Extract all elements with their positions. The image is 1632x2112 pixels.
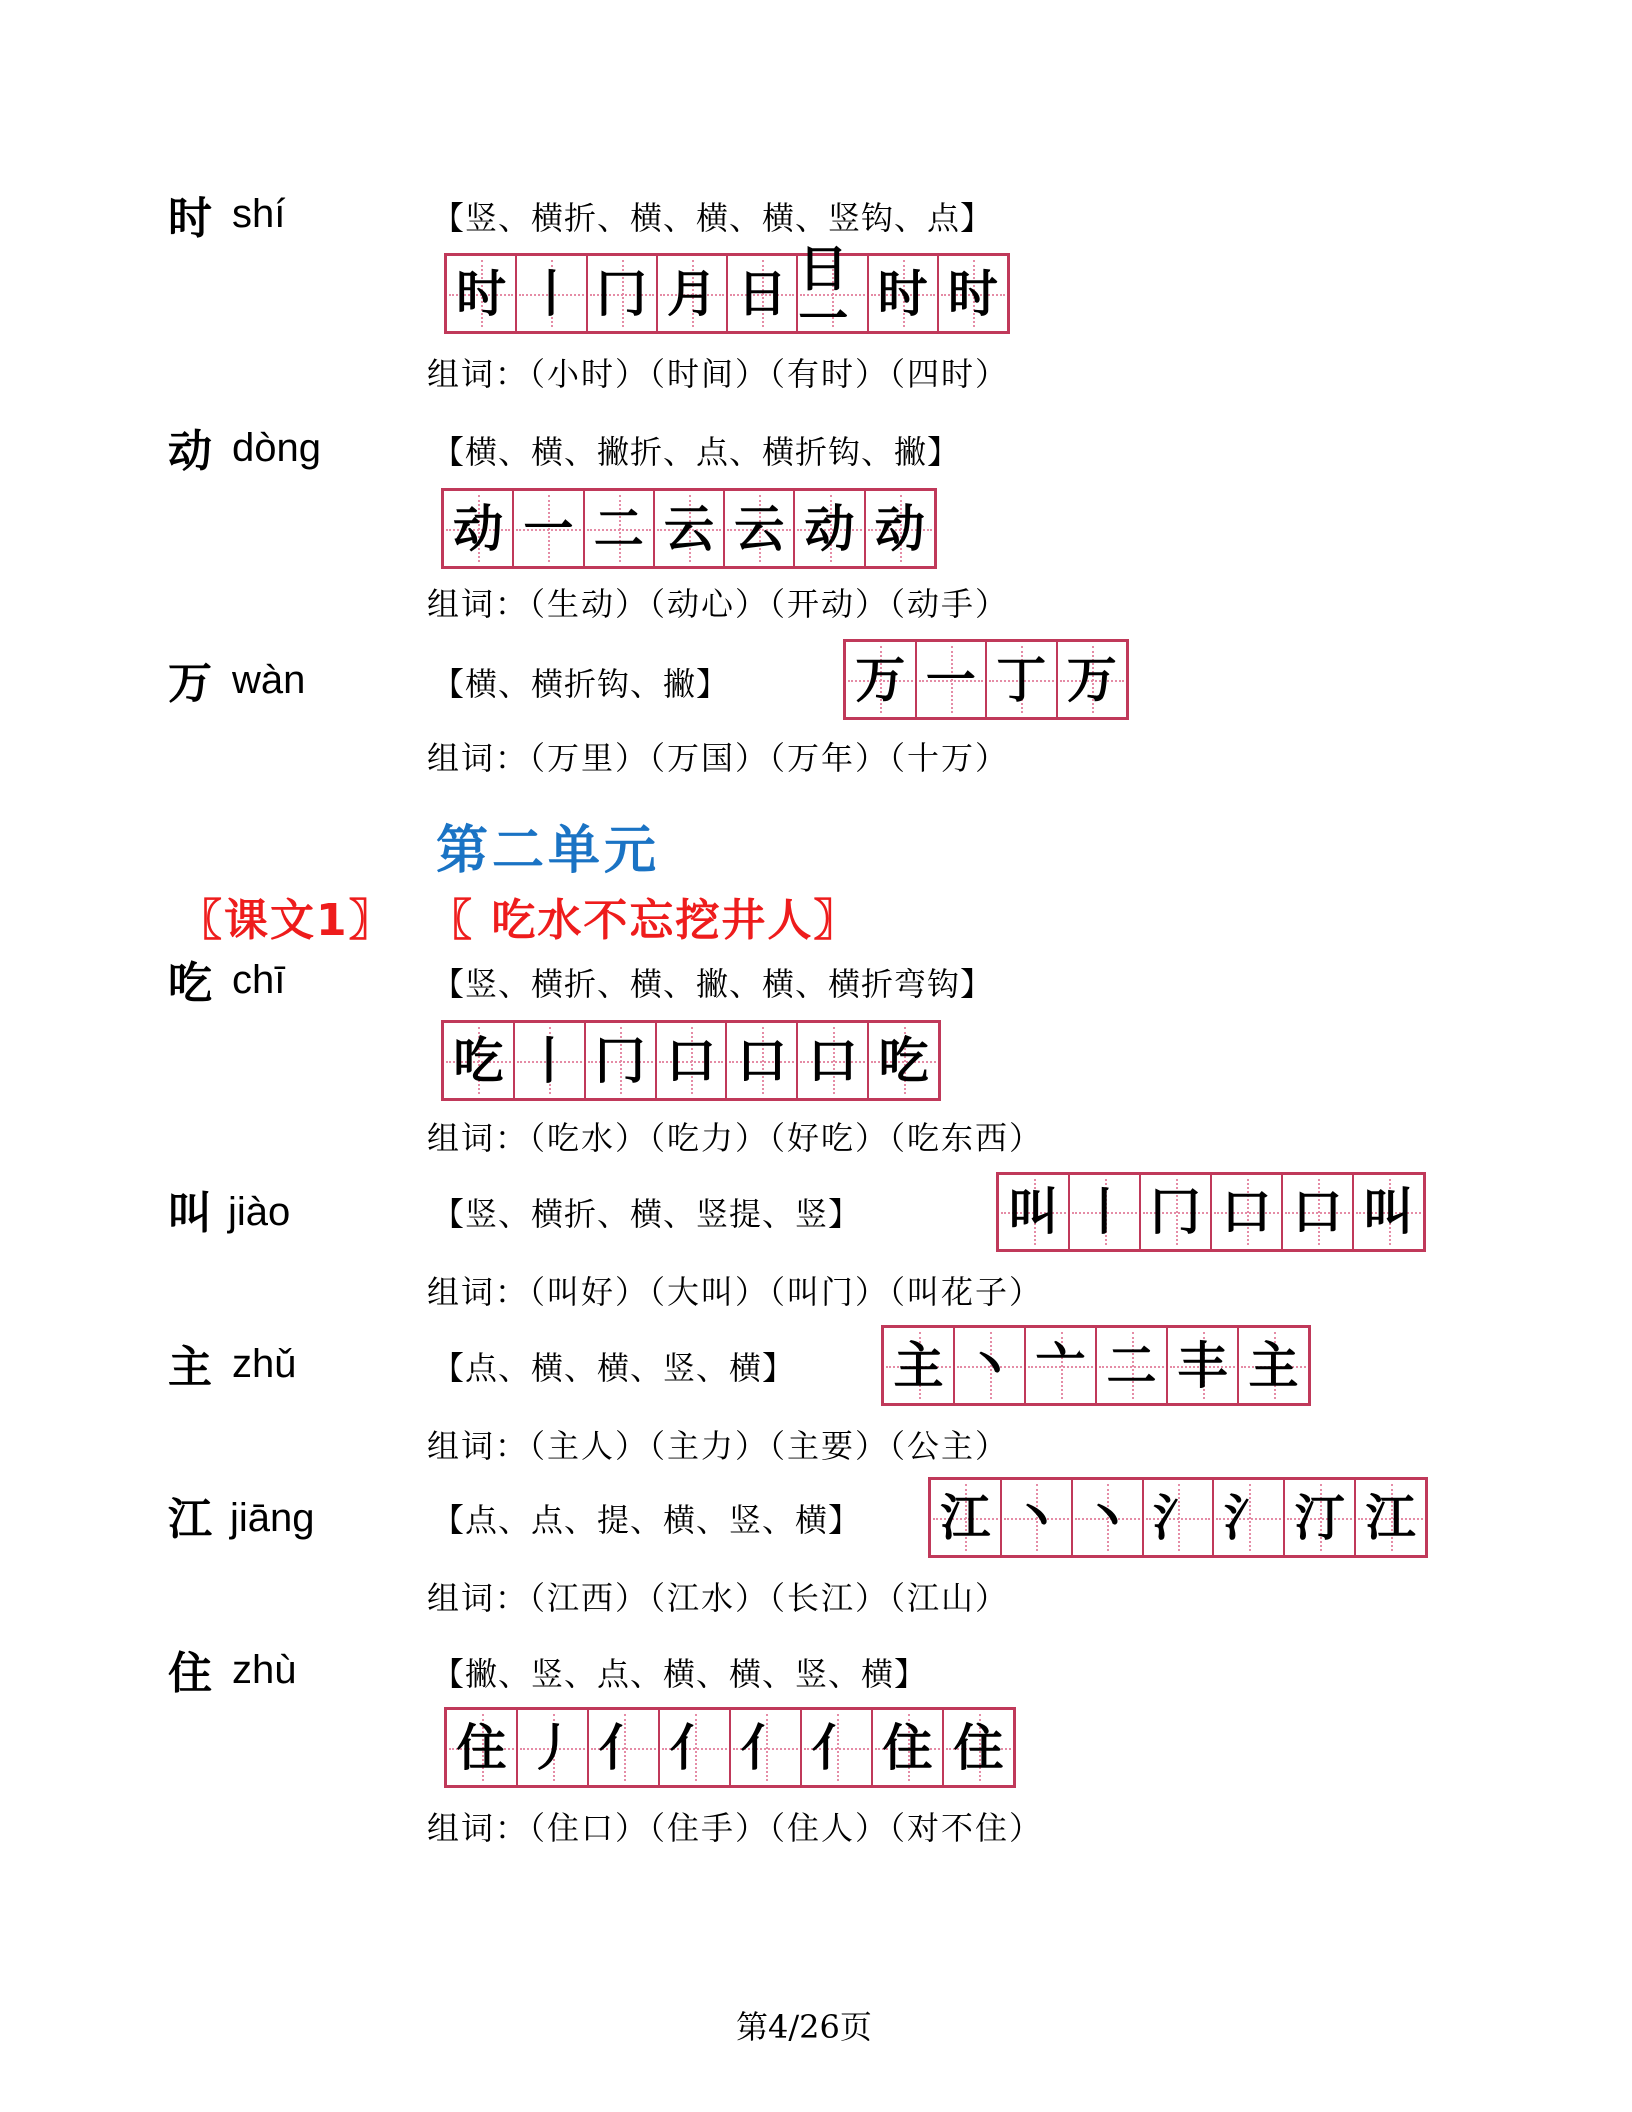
grid-cell: 氵 — [1142, 1480, 1213, 1555]
grid-cell: 主 — [884, 1328, 953, 1403]
grid-cell: 亻 — [587, 1710, 658, 1785]
pinyin-wan: wàn — [232, 658, 306, 702]
pinyin-jiao: jiào — [228, 1190, 291, 1234]
character-zhu-main: 主 — [168, 1342, 212, 1393]
grid-cell: 丶 — [953, 1328, 1024, 1403]
grid-cell: 万 — [846, 642, 915, 717]
grid-cell: 吃 — [444, 1023, 513, 1098]
grid-cell: 住 — [871, 1710, 942, 1785]
unit-title: 第二单元 — [436, 821, 661, 881]
grid-cell: 时 — [447, 256, 515, 331]
grid-cell: 江 — [931, 1480, 1000, 1555]
grid-cell: 亻 — [658, 1710, 729, 1785]
grid-cell: 冂 — [584, 1023, 655, 1098]
grid-cell: 冂 — [586, 256, 656, 331]
grid-cell: 亻 — [800, 1710, 871, 1785]
grid-cell: 日 — [726, 256, 796, 331]
word-list-dong: 组词：（生动）（动心）（开动）（动手） — [427, 585, 1010, 623]
grid-cell: 冂 — [1139, 1175, 1210, 1249]
grid-cell: 亠 — [1024, 1328, 1095, 1403]
word-list-jiang: 组词：（江西）（江水）（长江）（江山） — [427, 1579, 1010, 1617]
stroke-order-jiao: 【竖、横折、横、竖提、竖】 — [432, 1195, 862, 1233]
grid-cell: 丰 — [1166, 1328, 1237, 1403]
grid-cell: 口 — [655, 1023, 726, 1098]
grid-cell: 丁 — [985, 642, 1056, 717]
pinyin-shi: shí — [232, 192, 286, 236]
grid-cell: 吃 — [867, 1023, 938, 1098]
pinyin-dong: dòng — [232, 426, 321, 470]
stroke-order-jiang: 【点、点、提、横、竖、横】 — [432, 1501, 862, 1539]
grid-cell: 二 — [1095, 1328, 1166, 1403]
character-zhu-live: 住 — [168, 1648, 212, 1699]
grid-cell: 丨 — [1068, 1175, 1139, 1249]
writing-grid-zhu-live — [444, 1707, 1016, 1788]
pinyin-zhu-main: zhǔ — [232, 1342, 297, 1386]
grid-cell: 口 — [796, 1023, 867, 1098]
grid-cell: 口 — [725, 1023, 796, 1098]
grid-cell: 叫 — [1352, 1175, 1423, 1249]
writing-grid-shi — [444, 238, 1010, 348]
grid-cell: 亻 — [729, 1710, 800, 1785]
pinyin-jiang: jiāng — [230, 1496, 315, 1540]
writing-grid-wan — [843, 639, 1129, 720]
pinyin-zhu-live: zhù — [232, 1648, 297, 1692]
grid-cell: 口 — [1210, 1175, 1281, 1249]
grid-cell: 日一 — [796, 256, 866, 331]
character-jiang: 江 — [168, 1494, 212, 1545]
writing-grid-chi — [441, 1020, 941, 1101]
word-list-shi: 组词：（小时）（时间）（有时）（四时） — [427, 355, 1010, 393]
character-shi: 时 — [168, 193, 212, 244]
word-list-chi: 组词：（吃水）（吃力）（好吃）（吃东西） — [427, 1119, 1044, 1157]
grid-cell: 丶 — [1000, 1480, 1071, 1555]
writing-grid-zhu-main — [881, 1325, 1311, 1406]
grid-cell: 口 — [1281, 1175, 1352, 1249]
grid-cell: 动 — [793, 491, 863, 566]
word-list-zhu-main: 组词：（主人）（主力）（主要）（公主） — [427, 1427, 1010, 1465]
stroke-order-shi: 【竖、横折、横、横、横、竖钩、点】 — [432, 199, 994, 237]
lesson-tag: 〖课文1〗 — [178, 895, 395, 946]
stroke-order-zhu-main: 【点、横、横、竖、横】 — [432, 1349, 796, 1387]
page-number: 第4/26页 — [736, 2008, 872, 2046]
pinyin-chi: chī — [232, 958, 286, 1002]
grid-cell: 丶 — [1071, 1480, 1142, 1555]
stroke-order-chi: 【竖、横折、横、撇、横、横折弯钩】 — [432, 965, 994, 1003]
grid-cell: 二 — [583, 491, 653, 566]
grid-cell: 时 — [937, 256, 1007, 331]
grid-cell: 动 — [444, 491, 512, 566]
writing-grid-jiao — [996, 1172, 1426, 1252]
stroke-order-dong: 【横、横、撇折、点、横折钩、撇】 — [432, 433, 961, 471]
grid-cell: 氵 — [1212, 1480, 1283, 1555]
grid-cell: 云 — [723, 491, 793, 566]
grid-cell: 月 — [656, 256, 726, 331]
grid-cell: 丨 — [513, 1023, 584, 1098]
grid-cell: 一 — [512, 491, 582, 566]
grid-cell: 住 — [447, 1710, 516, 1785]
grid-cell: 丿 — [516, 1710, 587, 1785]
lesson-title: 〖 吃水不忘挖井人〗 — [428, 895, 860, 946]
character-chi: 吃 — [168, 958, 212, 1009]
grid-cell: 动 — [864, 491, 934, 566]
writing-grid-jiang — [928, 1477, 1428, 1558]
stroke-order-wan: 【横、横折钩、撇】 — [432, 665, 730, 703]
character-dong: 动 — [168, 426, 212, 477]
grid-cell: 时 — [867, 256, 937, 331]
grid-cell: 云 — [653, 491, 723, 566]
grid-cell: 一 — [915, 642, 986, 717]
character-jiao: 叫 — [168, 1188, 212, 1239]
character-wan: 万 — [168, 658, 212, 709]
grid-cell: 叫 — [999, 1175, 1068, 1249]
word-list-wan: 组词：（万里）（万国）（万年）（十万） — [427, 739, 1010, 777]
stroke-order-zhu-live: 【撇、竖、点、横、横、竖、横】 — [432, 1655, 928, 1693]
grid-cell: 万 — [1056, 642, 1127, 717]
grid-cell: 丨 — [515, 256, 585, 331]
word-list-jiao: 组词：（叫好）（大叫）（叫门）（叫花子） — [427, 1273, 1044, 1311]
grid-cell: 主 — [1237, 1328, 1308, 1403]
grid-cell: 江 — [1354, 1480, 1425, 1555]
grid-cell: 住 — [942, 1710, 1013, 1785]
writing-grid-dong — [441, 488, 937, 569]
grid-cell: 汀 — [1283, 1480, 1354, 1555]
word-list-zhu-live: 组词：（住口）（住手）（住人）（对不住） — [427, 1809, 1044, 1847]
